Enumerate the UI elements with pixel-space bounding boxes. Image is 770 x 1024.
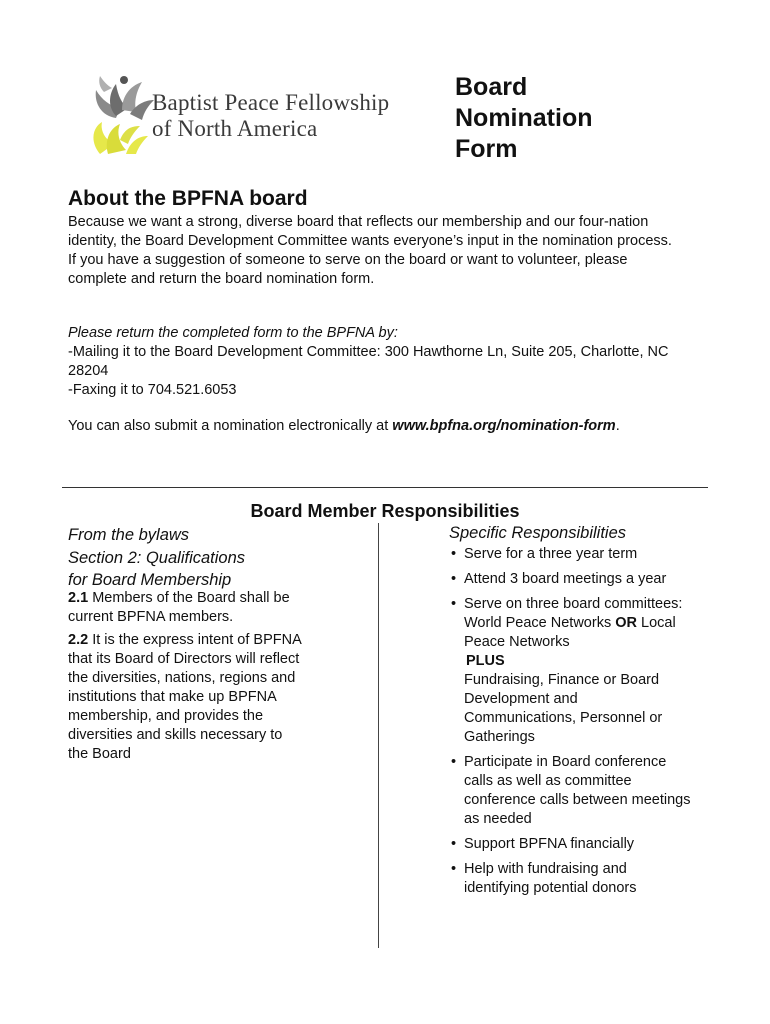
clause-text: institutions that make up BPFNA <box>68 689 277 705</box>
electronic-end: . <box>615 418 620 434</box>
electronic-text: You can also submit a nomination electronically at <box>68 418 393 434</box>
about-line: identity, the Board Development Committee wants everyone’s input in the nomination process. <box>68 233 672 249</box>
responsibilities-list <box>451 545 751 904</box>
item-text: Development and <box>464 691 578 707</box>
list-item <box>451 545 751 564</box>
clause-number: 2.1 <box>68 590 89 606</box>
bylaw-clause-2-2 <box>68 631 358 764</box>
mail-line1: -Mailing it to the Board Development Committee: 300 Hawthorne Ln, Suite 205, Charlotte, NC <box>68 344 669 360</box>
dove-flame-logo-icon <box>86 70 156 158</box>
list-item <box>451 835 751 854</box>
bylaws-line3: for Board Membership <box>68 571 232 589</box>
mail-line2: 28204 <box>68 363 109 379</box>
item-text: Participate in Board conference <box>464 754 667 770</box>
return-instructions <box>68 324 708 400</box>
or-emphasis: OR <box>615 615 637 631</box>
bullet-icon: • <box>451 546 457 562</box>
bullet-icon: • <box>451 836 457 852</box>
item-text: calls as well as committee <box>464 773 632 789</box>
clause-text: the Board <box>68 746 131 762</box>
item-text: conference calls between meetings <box>464 792 691 808</box>
clause-text: Members of the Board shall be <box>88 590 290 606</box>
section-divider <box>62 487 708 488</box>
item-text: World Peace Networks <box>464 615 616 631</box>
item-text: as needed <box>464 811 532 827</box>
about-heading: About the BPFNA board <box>68 187 308 210</box>
logo-text-line2: of North America <box>152 116 318 141</box>
return-intro: Please return the completed form to the BPFNA by: <box>68 325 398 341</box>
column-divider <box>378 523 379 948</box>
specific-responsibilities-heading: Specific Responsibilities <box>449 524 626 542</box>
bylaw-clause-2-1 <box>68 589 358 627</box>
about-line: complete and return the board nomination form. <box>68 271 375 287</box>
item-text: Peace Networks <box>464 634 570 650</box>
bullet-icon: • <box>451 754 457 770</box>
clause-text: diversities and skills necessary to <box>68 727 283 743</box>
list-item <box>451 753 751 829</box>
about-line: If you have a suggestion of someone to serve on the board or want to volunteer, please <box>68 252 628 268</box>
list-item <box>451 860 751 898</box>
item-text: Attend 3 board meetings a year <box>464 571 667 587</box>
clause-text: that its Board of Directors will reflect <box>68 651 300 667</box>
item-text: Help with fundraising and <box>464 861 627 877</box>
clause-text: the diversities, nations, regions and <box>68 670 296 686</box>
item-text: Gatherings <box>464 729 535 745</box>
about-paragraph <box>68 213 708 289</box>
clause-text: membership, and provides the <box>68 708 264 724</box>
item-text: Local <box>636 615 676 631</box>
bullet-icon: • <box>451 861 457 877</box>
form-title-line2: Nomination <box>455 104 593 132</box>
bullet-icon: • <box>451 571 457 587</box>
bylaws-heading <box>68 524 368 592</box>
form-title <box>455 72 715 165</box>
item-text: Support BPFNA financially <box>464 836 635 852</box>
about-line: Because we want a strong, diverse board that reflects our membership and our four-nation <box>68 214 649 230</box>
list-item <box>451 595 751 747</box>
item-text: Serve on three board committees: <box>464 596 683 612</box>
item-text: Communications, Personnel or <box>464 710 663 726</box>
bullet-icon: • <box>451 596 457 612</box>
fax-line: -Faxing it to 704.521.6053 <box>68 382 237 398</box>
logo-text-line1: Baptist Peace Fellowship <box>152 90 390 115</box>
list-item <box>451 570 751 589</box>
item-text: Fundraising, Finance or Board <box>464 672 660 688</box>
bylaws-line2: Section 2: Qualifications <box>68 548 246 567</box>
electronic-submit-line <box>68 417 728 436</box>
plus-emphasis: PLUS <box>466 653 505 669</box>
responsibilities-heading: Board Member Responsibilities <box>250 501 520 521</box>
item-text: Serve for a three year term <box>464 546 638 562</box>
bylaws-line1: From the bylaws <box>68 526 190 544</box>
item-text: identifying potential donors <box>464 880 637 896</box>
form-title-line1: Board <box>455 73 528 101</box>
form-title-line3: Form <box>455 135 518 163</box>
bpfna-logo <box>86 70 426 160</box>
nomination-form-link[interactable]: www.bpfna.org/nomination-form <box>392 418 616 434</box>
clause-text: current BPFNA members. <box>68 609 234 625</box>
clause-text: It is the express intent of BPFNA <box>88 632 302 648</box>
clause-number: 2.2 <box>68 632 89 648</box>
